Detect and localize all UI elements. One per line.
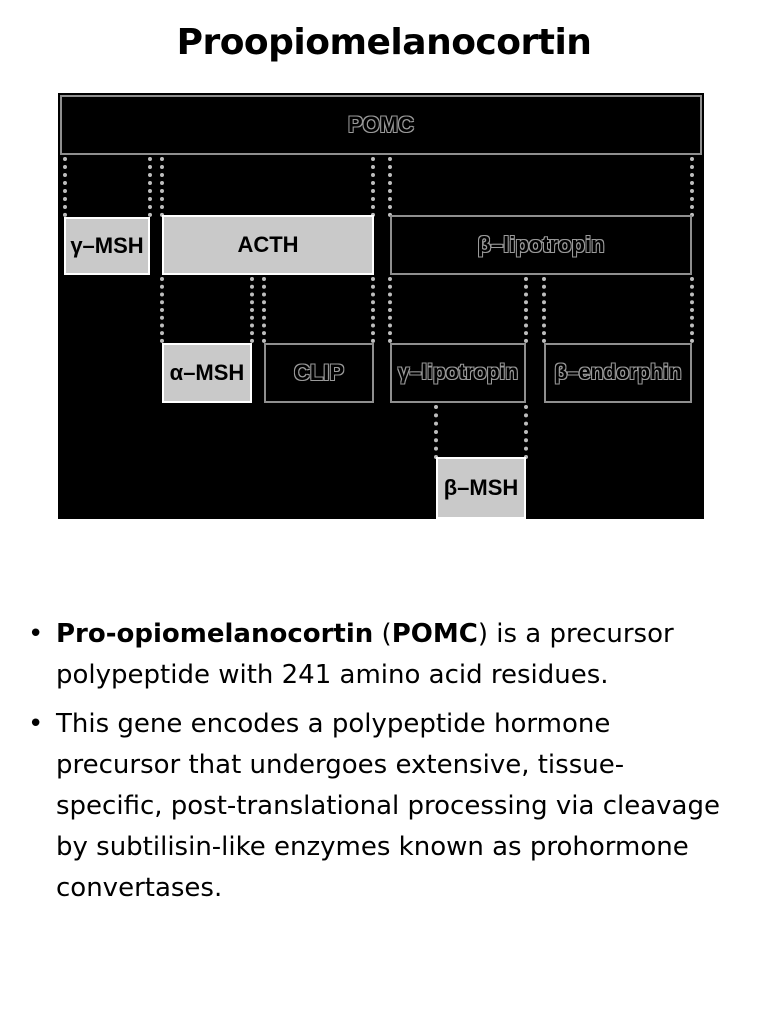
beta-msh-box — [436, 457, 526, 519]
alpha-msh-label: α–MSH — [169, 360, 245, 385]
bullet-item — [24, 704, 724, 909]
connector — [388, 157, 392, 217]
connector — [434, 405, 438, 459]
clip-label: CLIP — [293, 360, 345, 385]
bullet-text: This gene encodes a polypeptide hormone precursor that undergoes extensive, tissue-specific, post-translational processing via cleavage by subtilisin-like enzymes known as prohormone convertases. — [56, 709, 720, 903]
pomc-label: POMC — [348, 112, 414, 137]
bullet-text: ) is a precursor polypeptide with 241 amino acid residues. — [56, 619, 674, 690]
connector — [524, 277, 528, 343]
connector — [690, 277, 694, 343]
gamma-lipotropin-box — [390, 343, 526, 403]
gamma-lipotropin-label: γ–lipotropin — [397, 361, 519, 384]
bullet-marker: • — [28, 619, 44, 649]
connector — [160, 277, 164, 343]
connector — [371, 157, 375, 217]
connector — [690, 157, 694, 217]
alpha-msh-box — [162, 343, 252, 403]
connector — [148, 157, 152, 217]
gamma-msh-box — [64, 217, 150, 275]
paren-open: ( — [373, 619, 392, 649]
connector — [524, 405, 528, 459]
pomc-term: Pro-opiomelanocortin — [56, 619, 374, 649]
bullet-list — [24, 614, 724, 917]
bullet-marker: • — [28, 709, 44, 739]
acth-box — [162, 215, 374, 275]
pomc-cleavage-diagram — [58, 93, 704, 519]
gamma-msh-label: γ–MSH — [70, 233, 144, 258]
slide-title: Proopiomelanocortin — [176, 22, 592, 63]
connector — [542, 277, 546, 343]
pomc-abbr: POMC — [391, 619, 478, 649]
connector — [371, 277, 375, 343]
pomc-box — [60, 95, 702, 155]
bullet-item — [24, 614, 724, 696]
connector — [388, 277, 392, 343]
beta-endorphin-box — [544, 343, 692, 403]
beta-lipotropin-box — [390, 215, 692, 275]
connector — [160, 157, 164, 217]
beta-msh-label: β–MSH — [443, 475, 519, 500]
connector — [262, 277, 266, 343]
beta-lipotropin-label: β–lipotropin — [477, 232, 605, 257]
connector — [63, 157, 67, 217]
connector — [250, 277, 254, 343]
clip-box — [264, 343, 374, 403]
beta-endorphin-label: β–endorphin — [554, 361, 682, 384]
acth-label: ACTH — [237, 232, 299, 257]
